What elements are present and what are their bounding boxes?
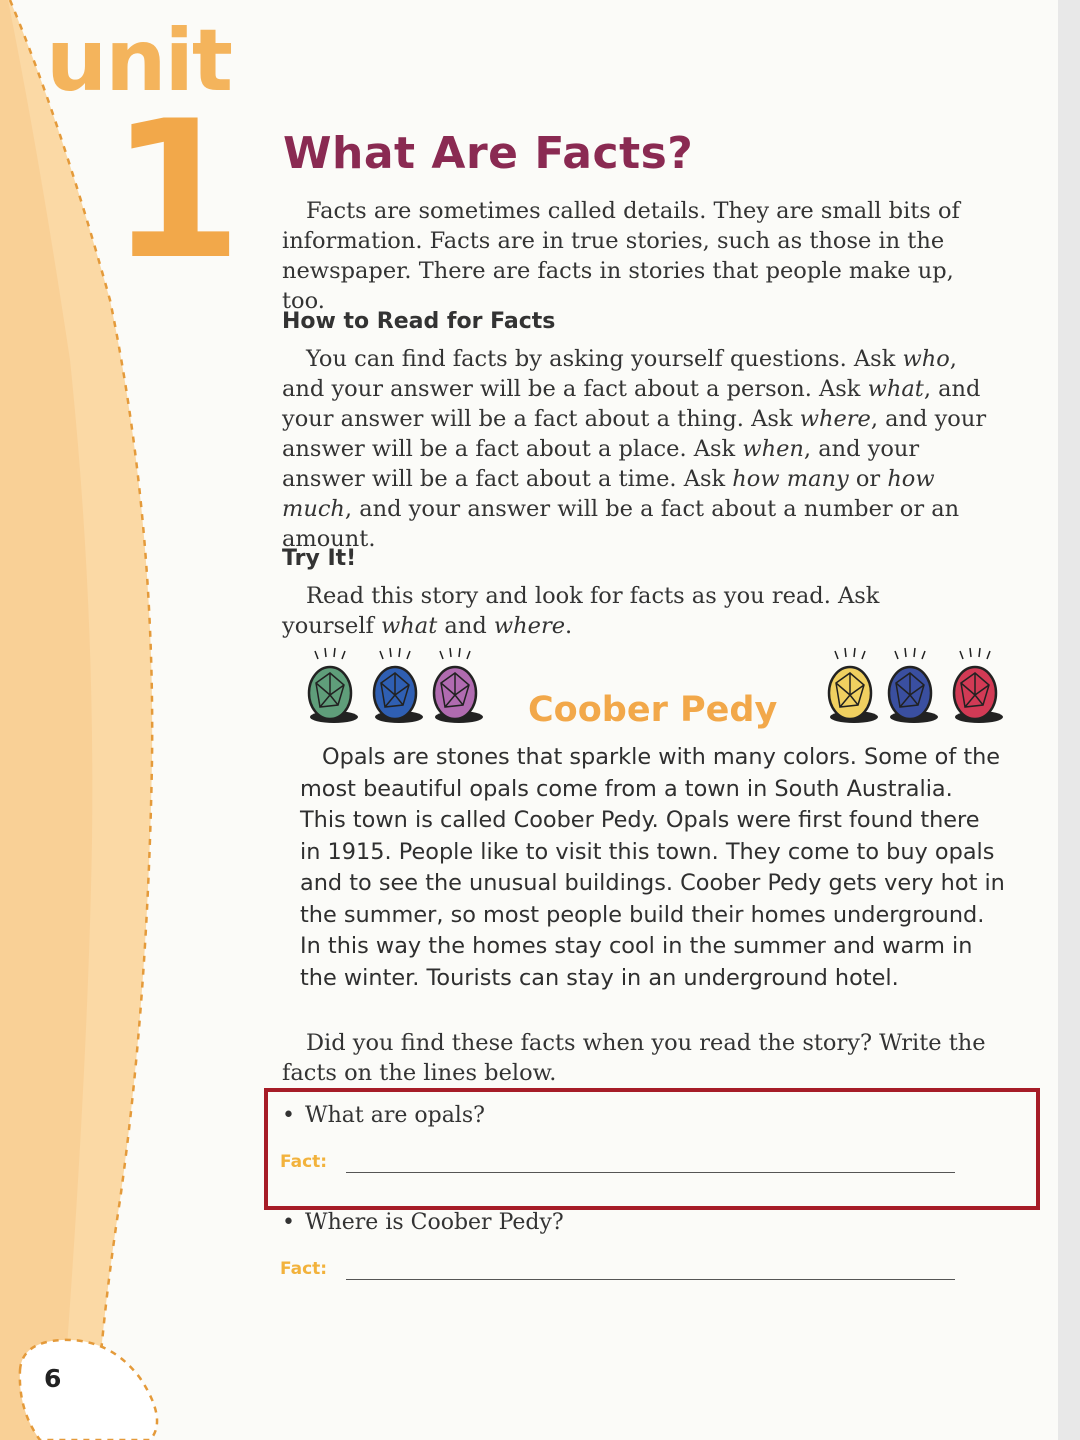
unit-number: 1 xyxy=(110,80,243,301)
story-title: Coober Pedy xyxy=(528,690,778,730)
question-1: • What are opals? xyxy=(282,1103,485,1128)
try-it-heading: Try It! xyxy=(282,546,357,571)
question-2: • Where is Coober Pedy? xyxy=(282,1210,564,1235)
page-number-blob xyxy=(20,1340,157,1440)
page-number: 6 xyxy=(44,1364,62,1393)
story-paragraph: Opals are stones that sparkle with many colors. Some of the most beautiful opals come from a town in South Australia. This town is called Coober Pedy. Opals were first found there in 1915. People like to visit this town. They come to buy opals and to see the unusual buildings. Coober Pedy gets very hot in the summer, so most people build their homes underground. In this way the homes stay cool in the summer and warm in the winter. Tourists can stay in an underground hotel. xyxy=(300,744,1005,991)
opal-gems-left-icon xyxy=(300,645,490,730)
how-to-heading: How to Read for Facts xyxy=(282,309,556,334)
page-title: What Are Facts? xyxy=(283,128,694,179)
fact-answer-line-2[interactable] xyxy=(346,1279,955,1280)
unit-label: unit xyxy=(46,11,232,111)
intro-paragraph: Facts are sometimes called details. They are small bits of information. Facts are in true stories, such as those in the newspaper. There are facts in stories that people make up, too. xyxy=(282,198,960,314)
try-it-paragraph: Read this story and look for facts as you read. Ask yourself what and where. xyxy=(282,583,880,639)
how-to-paragraph: You can find facts by asking yourself questions. Ask who, and your answer will be a fact about a person. Ask what, and your answer will be a fact about a thing. Ask where, and your answer will be a fact about a place. Ask when, and your answer will be a fact about a time. Ask how many or how much, and your answer will be a fact about a number or an amount. xyxy=(282,346,987,552)
questions-intro: Did you find these facts when you read the story? Write the facts on the lines below. xyxy=(282,1030,986,1086)
opal-gems-right-icon xyxy=(820,645,1020,730)
fact-label-1: Fact: xyxy=(280,1152,328,1172)
fact-label-2: Fact: xyxy=(280,1259,328,1279)
highlight-box xyxy=(264,1088,1040,1210)
